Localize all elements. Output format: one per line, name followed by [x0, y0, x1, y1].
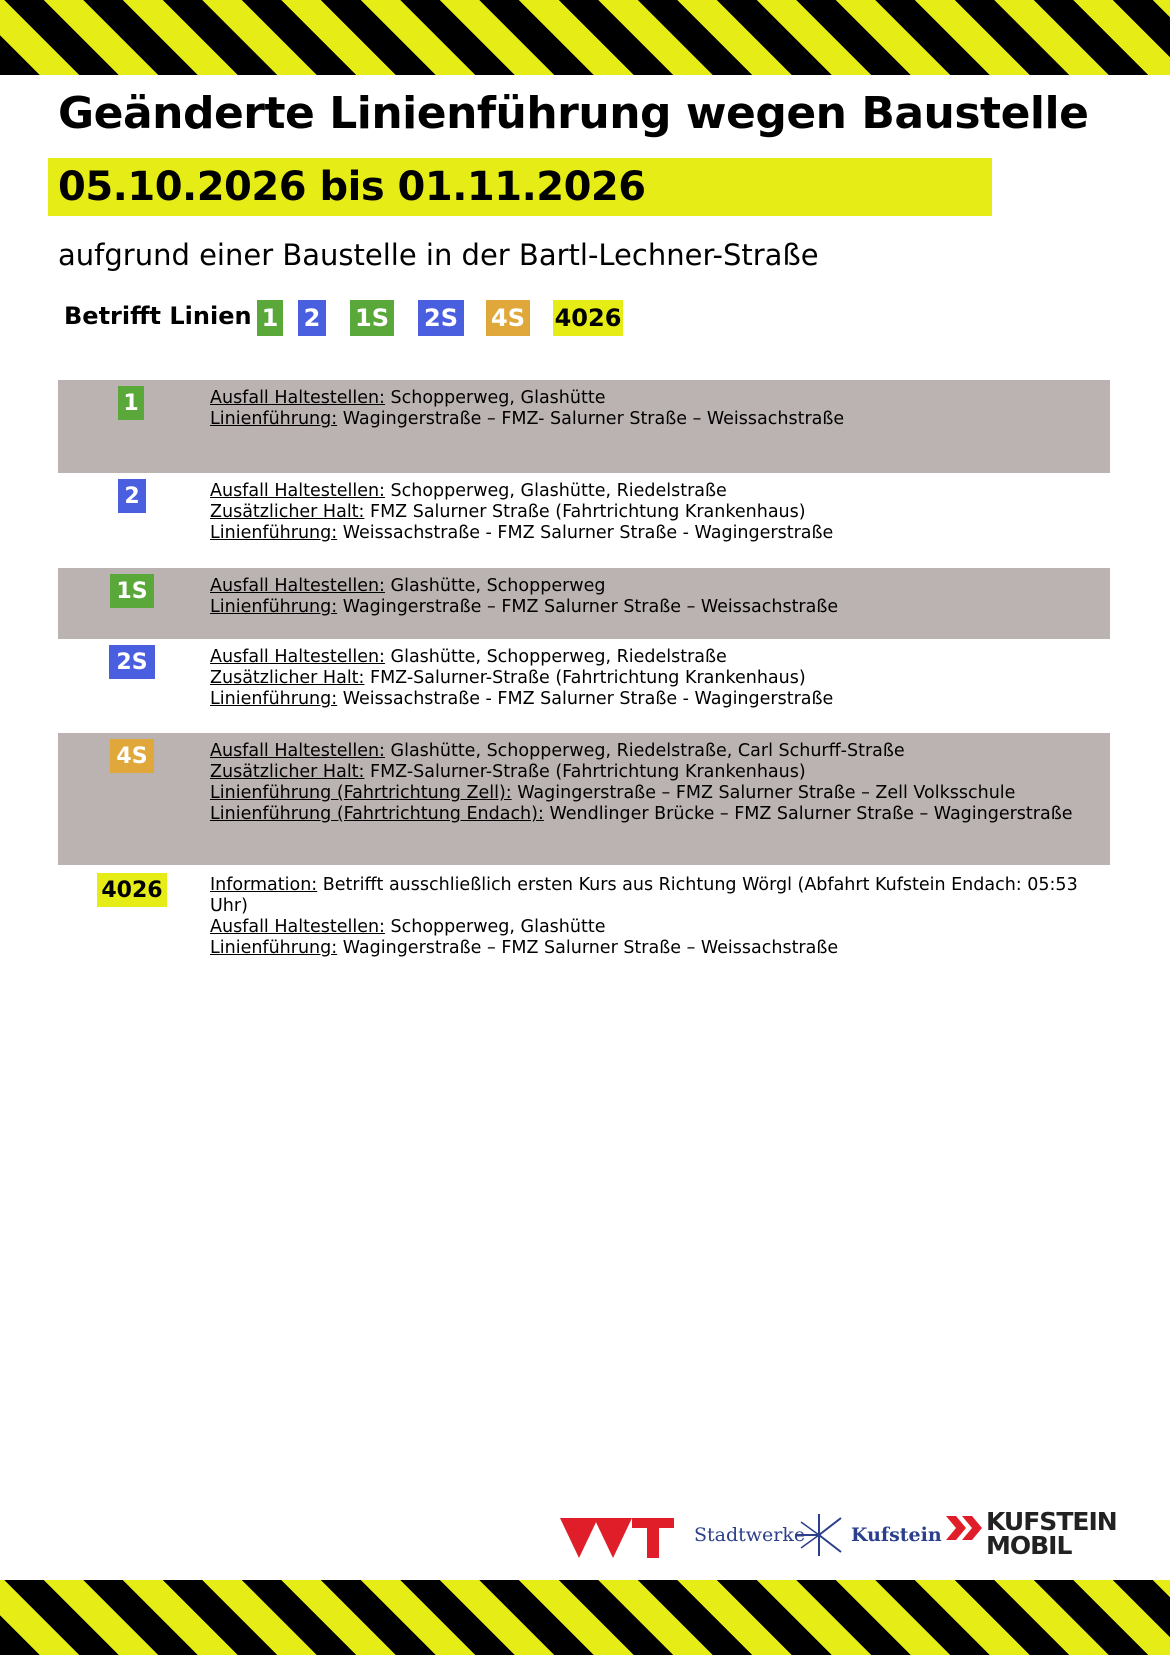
route-details — [210, 741, 1100, 825]
vvt-logo — [560, 1518, 674, 1558]
route-line-badge: 1 — [118, 386, 144, 420]
date-range-banner — [48, 158, 992, 216]
detail-label: Zusätzlicher Halt: — [210, 762, 365, 782]
route-line-badge: 4S — [110, 739, 154, 773]
hazard-stripes-top — [0, 0, 1170, 75]
detail-label: Zusätzlicher Halt: — [210, 502, 365, 522]
page-title: Geänderte Linienführung wegen Baustelle — [58, 88, 1089, 139]
route-details — [210, 576, 1100, 618]
detail-text: Schopperweg, Glashütte, Riedelstraße — [384, 481, 727, 501]
detail-label: Linienführung: — [210, 409, 338, 429]
detail-text: FMZ-Salurner-Straße (Fahrtrichtung Krankenhaus) — [364, 668, 806, 688]
detail-text: Glashütte, Schopperweg, Riedelstraße — [384, 647, 727, 667]
detail-label: Ausfall Haltestellen: — [210, 917, 385, 937]
route-row-2s — [58, 639, 1110, 733]
detail-label: Zusätzlicher Halt: — [210, 668, 365, 688]
line-badge-2s: 2S — [418, 300, 464, 336]
detail-text: Glashütte, Schopperweg — [384, 576, 606, 596]
detail-label: Ausfall Haltestellen: — [210, 576, 385, 596]
detail-label: Linienführung: — [210, 597, 338, 617]
kufstein-mobil-line1: KUFSTEIN — [986, 1507, 1117, 1536]
route-details — [210, 647, 1100, 710]
date-range: 05.10.2026 bis 01.11.2026 — [58, 164, 646, 210]
detail-label: Ausfall Haltestellen: — [210, 388, 385, 408]
detail-label: Ausfall Haltestellen: — [210, 647, 385, 667]
stadtwerke-logo-text: Stadtwerke — [694, 1524, 806, 1546]
line-badge-4s: 4S — [486, 300, 530, 336]
route-row-2 — [58, 473, 1110, 566]
detail-text: FMZ-Salurner-Straße (Fahrtrichtung Krankenhaus) — [364, 762, 806, 782]
kufstein-mobil-logo — [986, 1507, 1117, 1560]
detail-label: Linienführung: — [210, 689, 338, 709]
route-details — [210, 388, 1100, 430]
footer-logos — [0, 1507, 1170, 1560]
detail-text: Wagingerstraße – FMZ Salurner Straße – Zell Volksschule — [511, 783, 1016, 803]
subtitle: aufgrund einer Baustelle in der Bartl-Lechner-Straße — [58, 238, 819, 272]
detail-text: Weissachstraße - FMZ Salurner Straße - Wagingerstraße — [337, 689, 834, 709]
detail-label: Ausfall Haltestellen: — [210, 481, 385, 501]
line-badge-2: 2 — [298, 300, 326, 336]
route-details — [210, 875, 1100, 959]
detail-label: Information: — [210, 875, 318, 895]
detail-label: Ausfall Haltestellen: — [210, 741, 385, 761]
detail-text: Wagingerstraße – FMZ- Salurner Straße – Weissachstraße — [337, 409, 845, 429]
route-row-1 — [58, 380, 1110, 473]
detail-label: Linienführung (Fahrtrichtung Endach): — [210, 804, 544, 824]
detail-text: Wendlinger Brücke – FMZ Salurner Straße – Wagingerstraße — [543, 804, 1073, 824]
route-row-4s — [58, 733, 1110, 865]
line-badge-1s: 1S — [350, 300, 394, 336]
detail-text: FMZ Salurner Straße (Fahrtrichtung Krankenhaus) — [364, 502, 806, 522]
affected-lines-label: Betrifft Linien — [64, 302, 252, 330]
route-details — [210, 481, 1100, 544]
route-line-badge: 4026 — [97, 873, 167, 907]
line-badge-4026: 4026 — [553, 300, 623, 336]
route-row-1s — [58, 568, 1110, 639]
detail-text: Weissachstraße - FMZ Salurner Straße - Wagingerstraße — [337, 523, 834, 543]
route-line-badge: 2S — [109, 645, 155, 679]
kufstein-mobil-arrows-icon — [946, 1516, 984, 1540]
detail-label: Linienführung: — [210, 938, 338, 958]
route-row-4026 — [58, 867, 1110, 977]
detail-label: Linienführung: — [210, 523, 338, 543]
line-badge-1: 1 — [257, 300, 283, 336]
kufstein-mobil-line2: MOBIL — [986, 1531, 1072, 1560]
detail-label: Linienführung (Fahrtrichtung Zell): — [210, 783, 512, 803]
detail-text: Schopperweg, Glashütte — [384, 388, 606, 408]
detail-text: Wagingerstraße – FMZ Salurner Straße – Weissachstraße — [337, 597, 839, 617]
route-line-badge: 2 — [118, 479, 146, 513]
detail-text: Schopperweg, Glashütte — [384, 917, 606, 937]
route-line-badge: 1S — [110, 574, 154, 608]
kufstein-logo-text: Kufstein — [851, 1524, 942, 1546]
detail-text: Glashütte, Schopperweg, Riedelstraße, Carl Schurff-Straße — [384, 741, 905, 761]
hazard-stripes-bottom — [0, 1580, 1170, 1655]
stadtwerke-star-icon — [793, 1512, 845, 1558]
detail-text: Betrifft ausschließlich ersten Kurs aus Richtung Wörgl (Abfahrt Kufstein Endach: 05:53 Uhr) — [210, 875, 1078, 916]
detail-text: Wagingerstraße – FMZ Salurner Straße – Weissachstraße — [337, 938, 839, 958]
